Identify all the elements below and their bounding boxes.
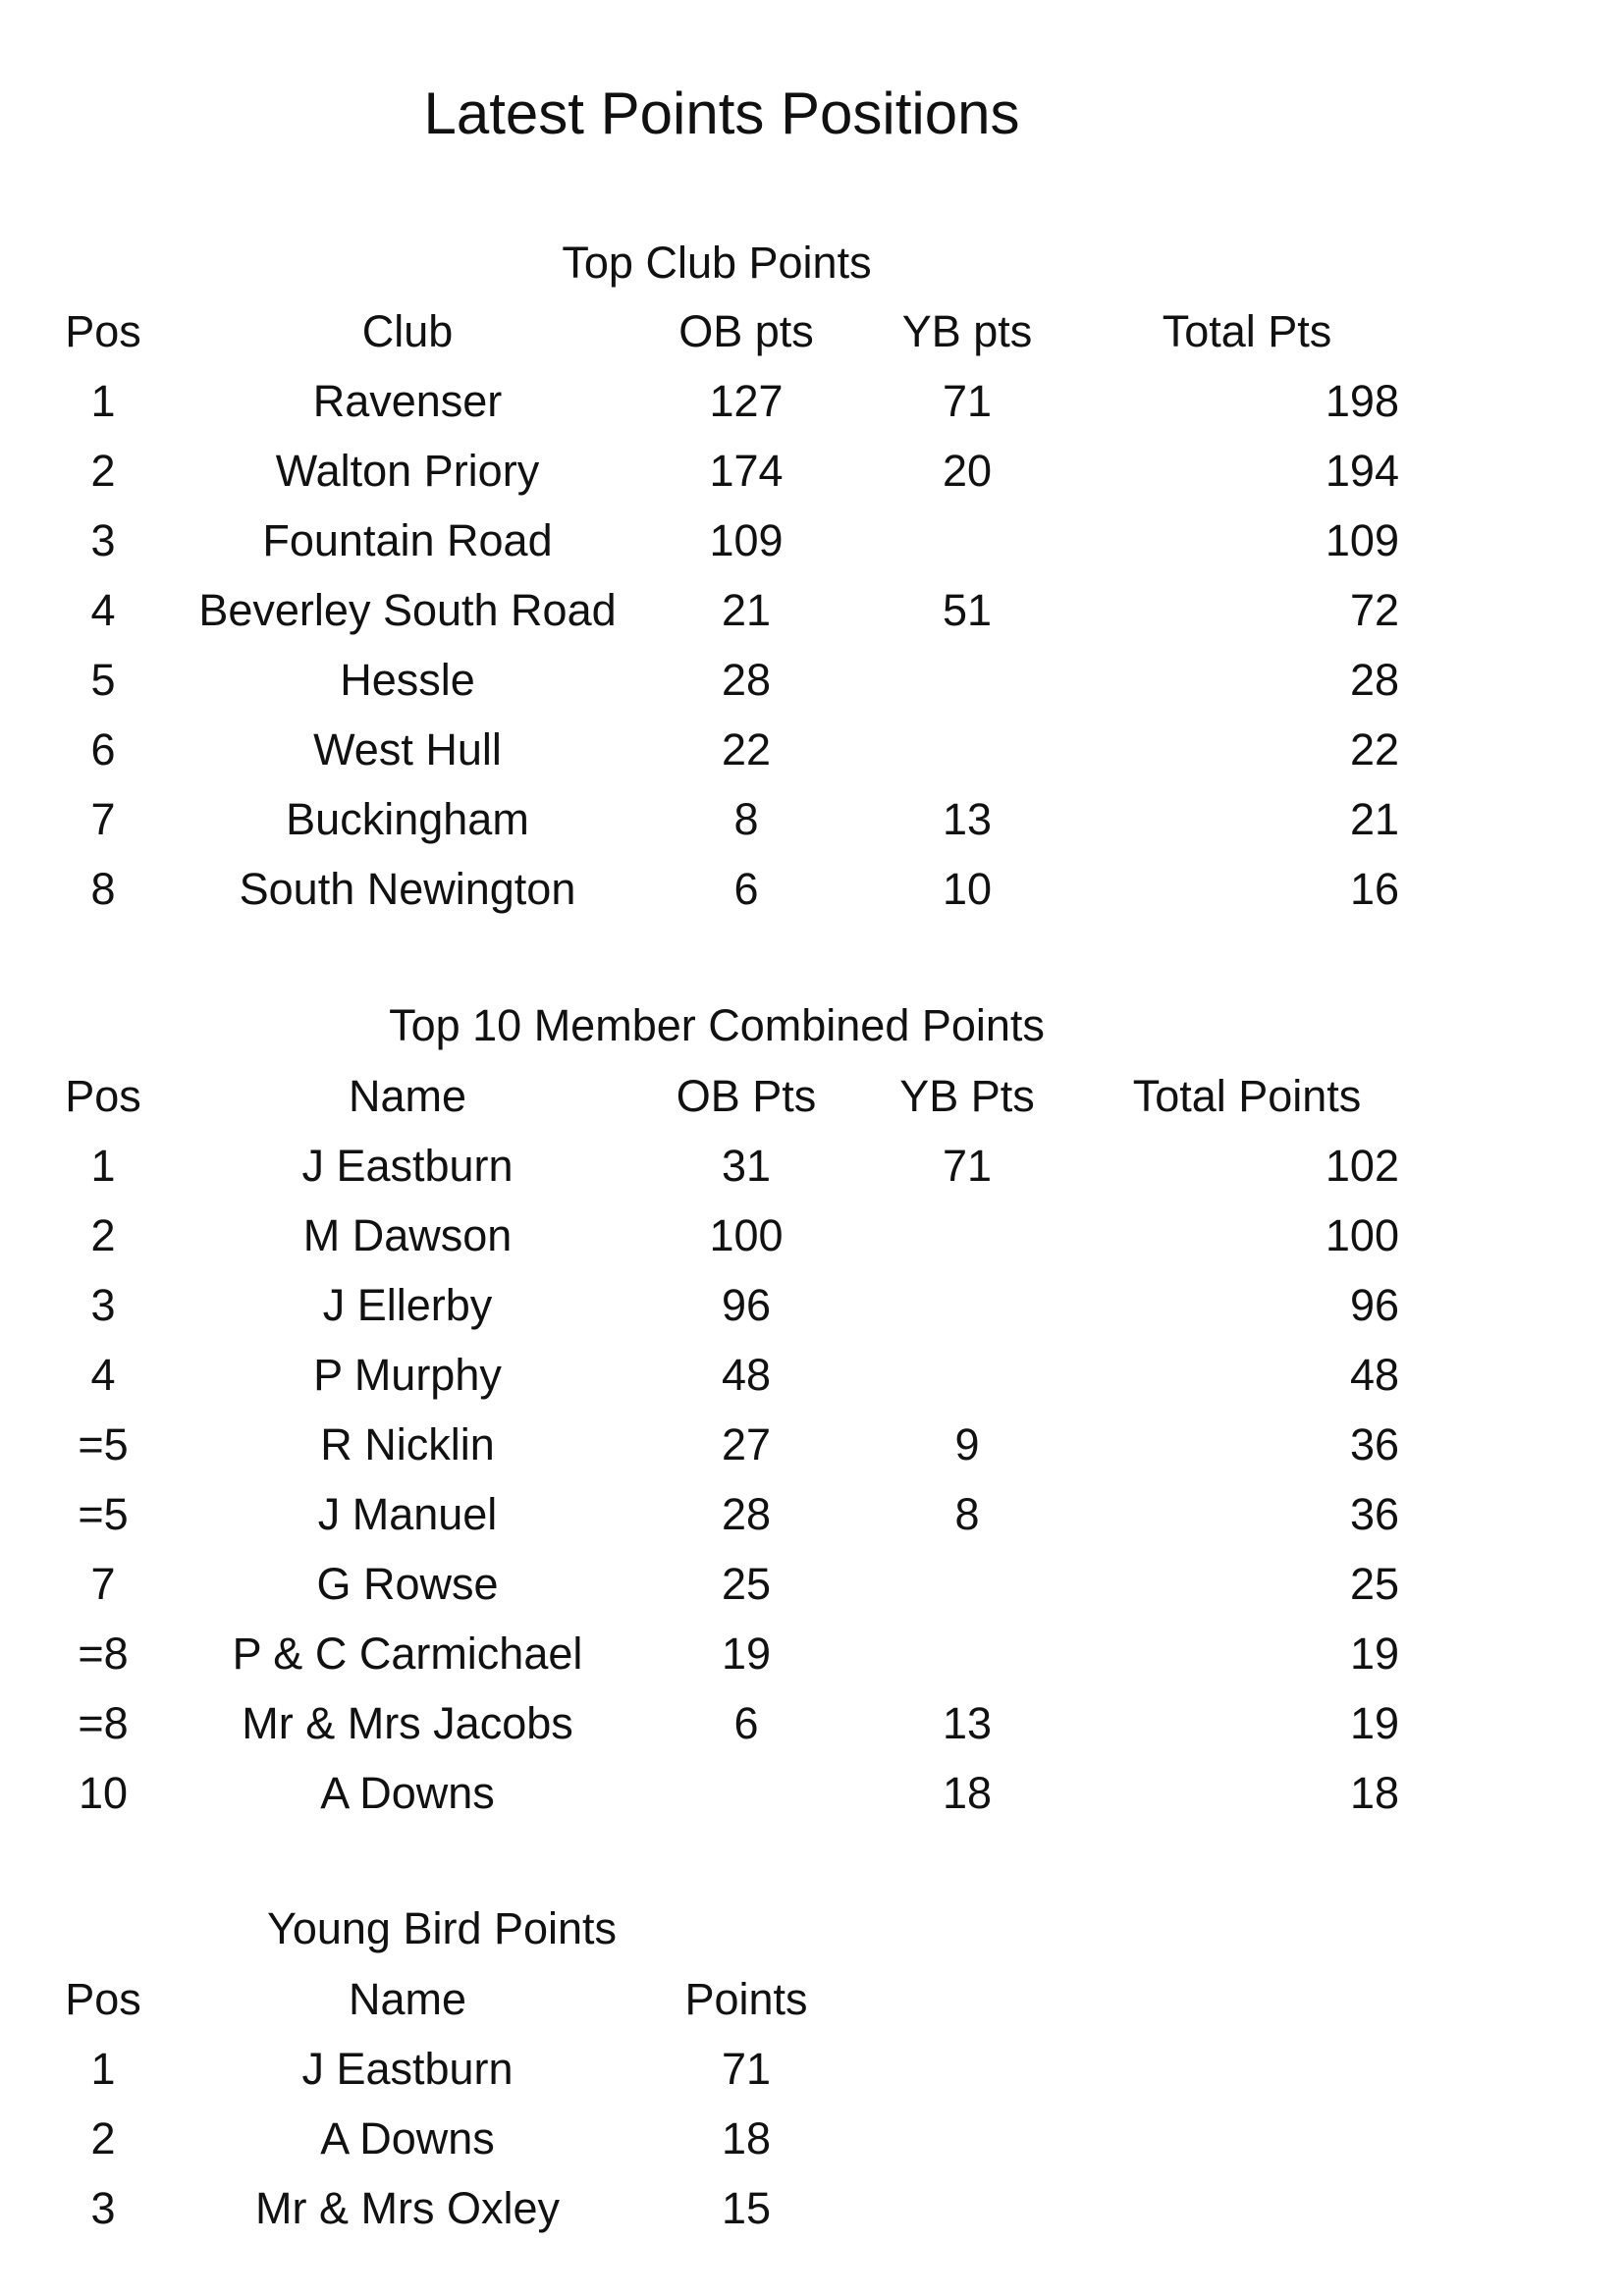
- cell-pos: 3: [90, 515, 116, 565]
- table-row: [0, 575, 1624, 645]
- cell-pos: 6: [90, 724, 116, 774]
- table-row: [0, 1201, 1624, 1270]
- cell-total: 19: [1349, 1629, 1399, 1679]
- cell-pos: 2: [90, 2113, 116, 2163]
- cell-total: 18: [1349, 1768, 1399, 1818]
- cell-name: Mr & Mrs Jacobs: [242, 1698, 573, 1748]
- table-row: [0, 2034, 1624, 2104]
- header-pos: Pos: [65, 1071, 141, 1121]
- member-points-title: Top 10 Member Combined Points: [389, 1000, 1045, 1050]
- table-row: [0, 1549, 1624, 1619]
- table-row: [0, 1410, 1624, 1479]
- header-pos: Pos: [65, 1974, 141, 2024]
- cell-total: 25: [1349, 1559, 1399, 1609]
- cell-total: 19: [1349, 1698, 1399, 1748]
- table-header-row: [0, 1964, 1624, 2034]
- table-row: [0, 1131, 1624, 1201]
- cell-total: 72: [1349, 585, 1399, 635]
- table-row: [0, 1479, 1624, 1549]
- cell-yb-pts: 18: [942, 1768, 993, 1818]
- cell-yb-pts: 8: [954, 1489, 980, 1539]
- header-yb-pts: YB pts: [901, 306, 1033, 356]
- table-row: [0, 1758, 1624, 1828]
- cell-name: Fountain Road: [262, 515, 553, 565]
- header-total-points: Total Points: [1132, 1071, 1362, 1121]
- cell-name: Ravenser: [312, 376, 503, 426]
- cell-ob-pts: 6: [733, 1698, 759, 1748]
- cell-ob-pts: 27: [721, 1419, 772, 1469]
- table-row: [0, 1340, 1624, 1410]
- cell-yb-pts: 9: [954, 1419, 980, 1469]
- table-row: [0, 1688, 1624, 1758]
- cell-yb-pts: 71: [942, 1141, 993, 1191]
- table-row: [0, 506, 1624, 575]
- cell-name: Buckingham: [286, 794, 529, 844]
- cell-yb-pts: [869, 1619, 1065, 1688]
- cell-yb-pts: 51: [942, 585, 993, 635]
- cell-yb-pts: 13: [942, 794, 993, 844]
- page-title: Latest Points Positions: [423, 80, 1020, 146]
- cell-yb-pts: [869, 645, 1065, 715]
- cell-name: J Eastburn: [301, 1141, 514, 1191]
- cell-total: 21: [1349, 794, 1399, 844]
- cell-pos: 7: [90, 794, 116, 844]
- table-row: [0, 645, 1624, 715]
- young-bird-points-title: Young Bird Points: [266, 1903, 618, 1953]
- cell-points: 71: [721, 2044, 772, 2094]
- header-name: Name: [348, 1974, 467, 2024]
- cell-ob-pts: 174: [709, 446, 784, 496]
- table-row: [0, 436, 1624, 506]
- cell-total: 194: [1325, 446, 1399, 496]
- cell-pos: 1: [90, 1141, 116, 1191]
- cell-pos: 5: [90, 655, 116, 705]
- cell-pos: =5: [78, 1489, 129, 1539]
- table-row: [0, 1619, 1624, 1688]
- cell-name: South Newington: [239, 864, 576, 914]
- cell-total: 16: [1349, 864, 1399, 914]
- header-pos: Pos: [65, 306, 141, 356]
- cell-ob-pts: 25: [721, 1559, 772, 1609]
- cell-ob-pts: 22: [721, 724, 772, 774]
- cell-name: A Downs: [320, 2113, 495, 2163]
- cell-pos: 3: [90, 1280, 116, 1330]
- cell-total: 96: [1349, 1280, 1399, 1330]
- cell-total: 48: [1349, 1350, 1399, 1400]
- table-row: [0, 784, 1624, 854]
- cell-pos: 1: [90, 2044, 116, 2094]
- cell-total: 198: [1325, 376, 1399, 426]
- cell-pos: =8: [78, 1629, 129, 1679]
- header-name: Name: [348, 1071, 467, 1121]
- cell-pos: 3: [90, 2183, 116, 2233]
- cell-ob-pts: 28: [721, 655, 772, 705]
- cell-points: 18: [721, 2113, 772, 2163]
- cell-yb-pts: [869, 506, 1065, 575]
- cell-ob-pts: [648, 1758, 844, 1828]
- cell-pos: 10: [78, 1768, 129, 1818]
- cell-yb-pts: [869, 1340, 1065, 1410]
- table-row: [0, 2104, 1624, 2173]
- cell-pos: 8: [90, 864, 116, 914]
- cell-total: 102: [1325, 1141, 1399, 1191]
- header-points: Points: [684, 1974, 808, 2024]
- cell-yb-pts: [869, 1549, 1065, 1619]
- cell-yb-pts: [869, 1201, 1065, 1270]
- cell-points: 15: [721, 2183, 772, 2233]
- cell-ob-pts: 19: [721, 1629, 772, 1679]
- cell-ob-pts: 8: [733, 794, 759, 844]
- cell-yb-pts: [869, 715, 1065, 784]
- cell-ob-pts: 31: [721, 1141, 772, 1191]
- cell-total: 22: [1349, 724, 1399, 774]
- cell-ob-pts: 21: [721, 585, 772, 635]
- table-row: [0, 854, 1624, 924]
- cell-ob-pts: 6: [733, 864, 759, 914]
- table-header-row: [0, 1061, 1624, 1131]
- table-row: [0, 366, 1624, 436]
- cell-pos: 4: [90, 1350, 116, 1400]
- cell-yb-pts: 20: [942, 446, 993, 496]
- cell-yb-pts: 71: [942, 376, 993, 426]
- cell-name: A Downs: [320, 1768, 495, 1818]
- table-row: [0, 1270, 1624, 1340]
- cell-ob-pts: 100: [709, 1210, 784, 1260]
- cell-ob-pts: 96: [721, 1280, 772, 1330]
- cell-ob-pts: 109: [709, 515, 784, 565]
- cell-total: 28: [1349, 655, 1399, 705]
- header-yb-pts: YB Pts: [899, 1071, 1035, 1121]
- cell-name: Mr & Mrs Oxley: [255, 2183, 560, 2233]
- cell-name: Hessle: [340, 655, 475, 705]
- cell-yb-pts: 10: [942, 864, 993, 914]
- table-row: [0, 715, 1624, 784]
- cell-yb-pts: 13: [942, 1698, 993, 1748]
- cell-total: 36: [1349, 1419, 1399, 1469]
- table-row: [0, 2173, 1624, 2243]
- cell-pos: 2: [90, 1210, 116, 1260]
- cell-yb-pts: [869, 1270, 1065, 1340]
- cell-name: P Murphy: [313, 1350, 502, 1400]
- cell-name: P & C Carmichael: [232, 1629, 583, 1679]
- young-bird-points-table: [0, 1964, 1624, 2243]
- cell-name: West Hull: [313, 724, 502, 774]
- club-points-title: Top Club Points: [562, 238, 872, 288]
- header-club: Club: [361, 306, 454, 356]
- cell-ob-pts: 48: [721, 1350, 772, 1400]
- header-total-pts: Total Pts: [1162, 306, 1332, 356]
- cell-ob-pts: 28: [721, 1489, 772, 1539]
- cell-pos: 1: [90, 376, 116, 426]
- cell-pos: 2: [90, 446, 116, 496]
- cell-pos: =8: [78, 1698, 129, 1748]
- member-points-table: [0, 1061, 1624, 1828]
- cell-name: Walton Priory: [275, 446, 540, 496]
- cell-pos: 7: [90, 1559, 116, 1609]
- cell-name: J Manuel: [317, 1489, 498, 1539]
- cell-name: R Nicklin: [320, 1419, 495, 1469]
- cell-name: J Eastburn: [301, 2044, 514, 2094]
- club-points-table: [0, 296, 1624, 924]
- cell-total: 109: [1325, 515, 1399, 565]
- cell-pos: 4: [90, 585, 116, 635]
- header-ob-pts: OB pts: [678, 306, 814, 356]
- cell-pos: =5: [78, 1419, 129, 1469]
- cell-name: Beverley South Road: [198, 585, 617, 635]
- table-header-row: [0, 296, 1624, 366]
- cell-name: G Rowse: [316, 1559, 499, 1609]
- cell-total: 36: [1349, 1489, 1399, 1539]
- header-ob-pts: OB Pts: [676, 1071, 817, 1121]
- cell-name: M Dawson: [302, 1210, 513, 1260]
- cell-ob-pts: 127: [709, 376, 784, 426]
- cell-total: 100: [1325, 1210, 1399, 1260]
- cell-name: J Ellerby: [322, 1280, 493, 1330]
